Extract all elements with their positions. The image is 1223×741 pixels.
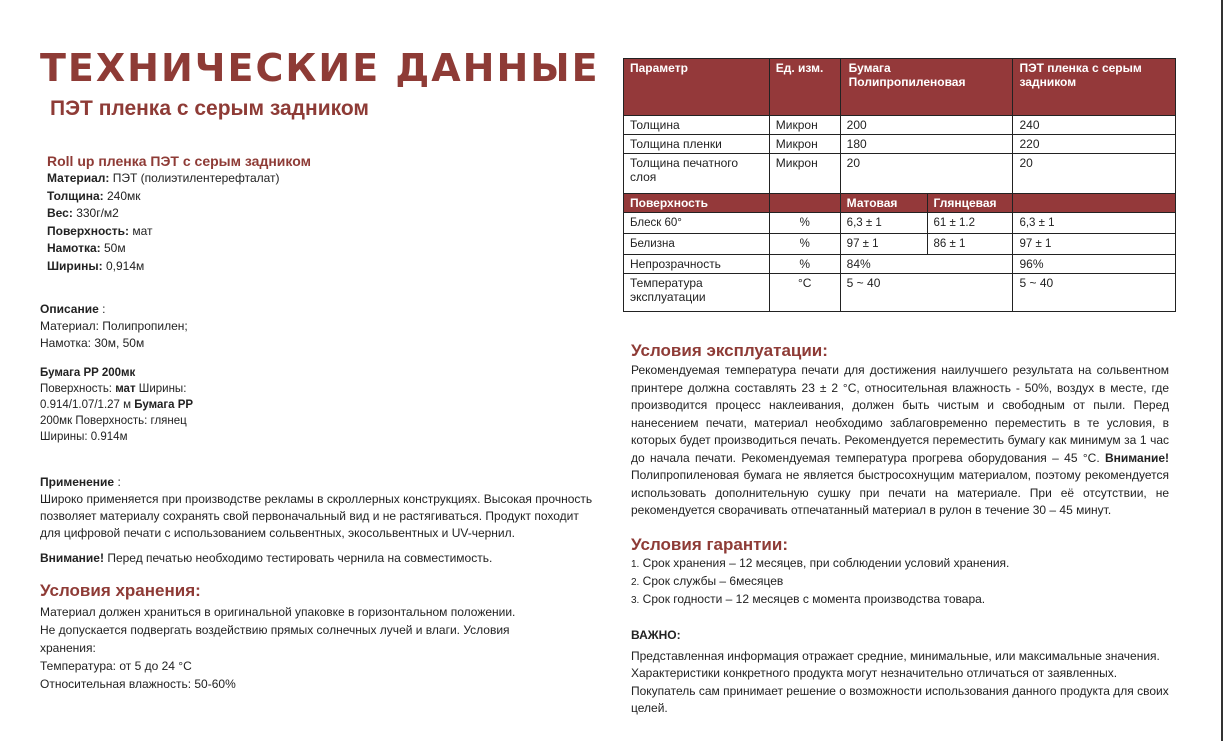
product-props [47,170,377,275]
storage-heading: Условия хранения: [40,581,201,600]
storage-temp: Температура: от 5 до 24 °С [40,659,192,673]
product-block [47,152,377,275]
pp-block: Бумага PP 200мк Поверхность: мат Ширины: 0.914/1.07/1.27 м Бумага PP 200мк Поверхность: глянец Ширины: 0.914м [40,367,194,443]
table-header-row [624,59,1176,116]
table-header-cell: Параметр [624,59,770,116]
operation-text: Рекомендуемая температура печати для достижения наилучшего результата на сольвентном принтере должна составлять 23 ± 2 °С, относительная влажность - 50%, воздух в месте, где производится процесс наклеивания, должен быть чистым и свободным от пыли. Перед нанесением печати, материал необходимо заблаговременно переместить в те условия, в которых будет производиться печать. Рекомендуется переместить бумагу как минимум за 1 час до начала печати. Рекомендуемая температура прогрева оборудования – 45 °С. [631,363,1169,465]
operation-heading: Условия эксплуатации: [631,341,828,360]
table-surface-row: Поверхность Матовая Глянцевая [624,194,1176,213]
product-prop-row: Ширины: 0,914м [47,258,145,273]
product-prop-row: Толщина: 240мк [47,188,141,203]
product-heading: Roll up пленка ПЭТ с серым задником [47,153,311,169]
operation-warning: Полипропиленовая бумага не является быстросохнущим материалом, поэтому рекомендуется использовать дополнительную сушку при печати на материале. При её отсутствии, не рекомендуется сворачивать отпечатанный материал в рулон в течение 30 – 45 минут. [631,468,1169,517]
table-header-cell: ПЭТ пленка с серым задником [1013,59,1176,116]
application-text: Широко применяется при производстве рекламы в скроллерных конструкциях. Высокая прочность позволяет материалу сохранять свой первоначальный вид и не растягиваться. Продукт походит для цифровой печати с использованием сольвентных, экосольвентных и UV-чернил. [40,492,593,540]
page-subtitle: ПЭТ пленка с серым задником [50,97,369,120]
description-line: Материал: Полипропилен; [40,319,188,333]
table-row: Блеск 60° % 6,3 ± 1 61 ± 1.2 6,3 ± 1 [624,213,1176,234]
storage-block [40,603,520,693]
table-row: Белизна % 97 ± 1 86 ± 1 97 ± 1 [624,234,1176,255]
storage-text: Материал должен храниться в оригинальной упаковке в горизонтальном положении. Не допускается подвергать воздействию прямых солнечных лучей и влаги. Условия хранения: [40,605,516,655]
storage-humidity: Относительная влажность: 50-60% [40,677,236,691]
list-item: 3. Срок годности – 12 месяцев с момента производства товара. [631,592,986,606]
table-row: Температура эксплуатации °С 5 ~ 40 5 ~ 40 [624,274,1176,312]
table-row: Толщина пленки Микрон 180 220 [624,135,1176,154]
table-header-cell: Бумага Полипропиленовая [840,59,1013,116]
operation-block: Рекомендуемая температура печати для достижения наилучшего результата на сольвентном принтере должна составлять 23 ± 2 °С, относительная влажность - 50%, воздух в месте, где производится процесс наклеивания, должен быть чистым и свободным от пыли. Перед нанесением печати, материал необходимо заблаговременно переместить в те условия, в которых будет производиться печать. Рекомендуется переместить бумагу как минимум за 1 час до начала печати. Рекомендуемая температура прогрева оборудования – 45 °С. Внимание! Полипропиленовая бумага не является быстросохнущим материалом, поэтому рекомендуется использовать дополнительную сушку при печати на материале. При её отсутствии, не рекомендуется сворачивать отпечатанный материал в рулон в течение 30 – 45 минут. [631,363,1169,517]
warranty-heading: Условия гарантии: [631,535,788,554]
table-header-cell: Ед. изм. [769,59,840,116]
product-prop-row: Материал: ПЭТ (полиэтилентерефталат) [47,171,280,185]
application-block: Применение : Широко применяется при производстве рекламы в скроллерных конструкциях. Высокая прочность позволяет материалу сохранять свой первоначальный вид и не растягиваться. Продукт походит для цифровой печати с использованием сольвентных, экосольвентных и UV-чернил. Внимание! Перед печатью необходимо тестировать чернила на совместимость. [40,474,595,567]
table-row: Толщина печатного слоя Микрон 20 20 [624,154,1176,194]
description-heading: Описание [40,302,99,316]
warranty-list [631,555,1151,609]
table-row: Непрозрачность % 84% 96% [624,255,1176,274]
important-heading: ВАЖНО: [631,628,681,642]
product-prop-row: Поверхность: мат [47,223,153,238]
product-prop-row: Намотка: 50м [47,241,126,255]
table-row: Толщина Микрон 200 240 [624,116,1176,135]
product-prop-row: Вес: 330г/м2 [47,206,119,220]
list-item: 2. Срок службы – 6месяцев [631,574,784,588]
pp-heading: Бумага PP 200мк [40,367,136,379]
spec-table [623,58,1176,312]
application-warning: Внимание! Перед печатью необходимо тестировать чернила на совместимость. [40,551,493,565]
description-line: Намотка: 30м, 50м [40,336,145,350]
page-title: ТЕХНИЧЕСКИЕ ДАННЫЕ [40,46,600,90]
description-block: Описание : Материал: Полипропилен; Намотка: 30м, 50м [40,301,340,352]
important-text: Представленная информация отражает средние, минимальные, или максимальные значения. Характеристики конкретного продукта могут незначительно отличаться от заявленных. Покупатель сам принимает решение о возможности использования данного продукта для своих целей. [631,648,1169,715]
list-item: 1. Срок хранения – 12 месяцев, при соблюдении условий хранения. [631,556,1010,570]
application-heading: Применение [40,475,115,489]
important-block [631,627,1171,718]
